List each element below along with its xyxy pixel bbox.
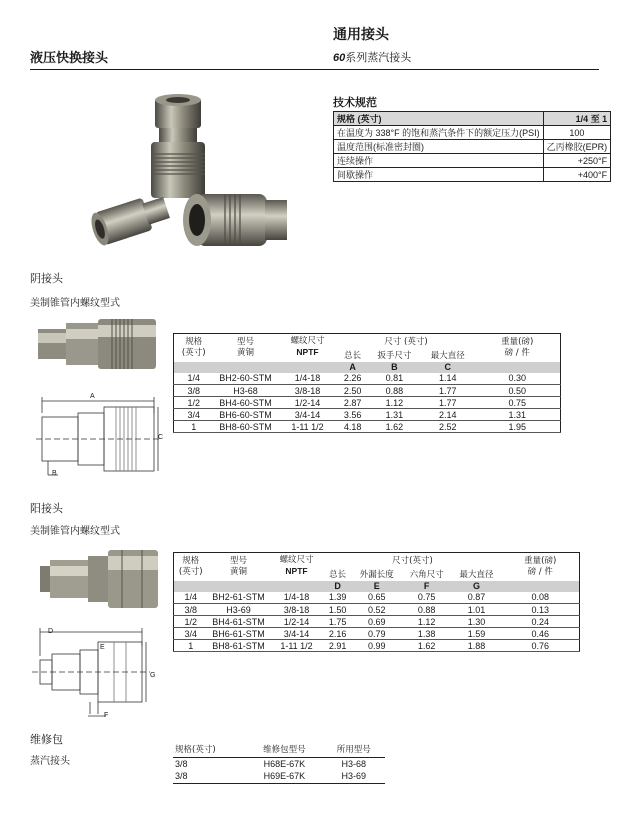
spec-row-label: 温度范围(标准密封圈) [334,140,544,154]
cell: 0.76 [502,640,580,652]
series-subtitle [333,49,411,65]
male-coupling-drawing [30,626,154,722]
cell: 1.39 [324,592,352,604]
cell: 3/4-14 [270,628,324,640]
col-size: 规格 (英寸) [178,555,203,577]
cell: 1.62 [368,421,421,433]
col-weight: 重量(磅) 磅 / 件 [501,336,534,358]
cell: 0.81 [368,373,421,385]
col-exposed: 外漏长度 [359,569,394,580]
cell: 1.38 [402,628,452,640]
cell: 0.69 [352,616,402,628]
cell: 1.75 [324,616,352,628]
spec-row-value: +250°F [543,154,611,168]
col-thread-nptf: NPTF [285,566,308,577]
cell: H68E-67K [263,758,306,769]
cell: 0.30 [475,373,561,385]
col-dims: 尺寸(英寸) [392,555,433,566]
letter-f: F [402,581,452,592]
spec-row [334,168,611,182]
spec-header-row [334,112,611,126]
cell: 1.14 [421,373,474,385]
female-dim-label-a: A [90,393,95,400]
male-dim-label-e: E [100,644,105,651]
spec-row [334,140,611,154]
spec-row-value: +400°F [543,168,611,182]
table-row [174,421,561,433]
cell: BH6-60-STM [214,409,278,421]
table-row [173,770,385,783]
cell: 0.88 [402,604,452,616]
cell: 3/8 [175,758,188,769]
cell: 1.77 [421,397,474,409]
cell: 1/4-18 [270,592,324,604]
cell: 1/2 [174,397,214,409]
cell: 1/2 [174,616,208,628]
cell: 0.75 [475,397,561,409]
female-table [173,333,561,433]
cell: 0.50 [475,385,561,397]
series-number: 60 [333,52,346,64]
repair-table [173,741,385,784]
col-hex: 六角尺寸 [409,569,444,580]
cell: BH8-60-STM [214,421,278,433]
col-maxd: 最大直径 [459,569,494,580]
table-row [174,616,580,628]
letter-d: D [324,581,352,592]
cell: 2.16 [324,628,352,640]
cell: 1 [174,640,208,652]
spec-table [333,111,611,182]
cell: 0.99 [352,640,402,652]
male-subsection: 美制锥管内螺纹型式 [30,526,120,537]
cell: 0.88 [368,385,421,397]
letter-c: C [421,362,474,373]
col-thread [278,334,338,362]
cell: 3/8 [174,385,214,397]
cell: BH6-61-STM [208,628,270,640]
cell: H3-68 [214,385,278,397]
cell: 1.12 [368,397,421,409]
col-size: 规格 (英寸) [181,336,206,358]
cell: 1.31 [368,409,421,421]
cell: 1/4 [174,592,208,604]
cell: 1.88 [452,640,502,652]
cell: 1/2-14 [270,616,324,628]
cell: BH8-61-STM [208,640,270,652]
repair-section-title: 维修包 [30,733,63,746]
cell: 3/8-18 [270,604,324,616]
male-dim-label-d: D [48,628,54,635]
letter-e: E [352,581,402,592]
cell: 0.65 [352,592,402,604]
table-row [174,397,561,409]
table-row [174,409,561,421]
cell: 2.14 [421,409,474,421]
table-row [174,640,580,652]
spec-size-label: 规格 (英寸) [334,112,544,126]
cell: 0.24 [502,616,580,628]
cell: BH4-61-STM [208,616,270,628]
cell: BH2-60-STM [214,373,278,385]
male-section-title: 阳接头 [30,502,63,515]
cell: 3/8 [174,604,208,616]
male-coupling-photo [38,546,162,612]
cell: 1.62 [402,640,452,652]
col-length: 总长 [329,569,347,580]
cell: BH2-61-STM [208,592,270,604]
letter-b: B [368,362,421,373]
col-thread [270,553,324,581]
spec-size-value: 1/4 至 1 [543,112,611,126]
cell: BH4-60-STM [214,397,278,409]
coupling-product-photo [85,92,295,260]
male-dim-label-f: F [104,712,109,719]
spec-row-value: 乙丙橡胶(EPR) [543,140,611,154]
spec-title: 技术规范 [333,96,377,109]
cell: 0.52 [352,604,402,616]
cell: 0.87 [452,592,502,604]
cell: 1 [174,421,214,433]
male-table [173,552,580,652]
female-section-title: 阴接头 [30,272,63,285]
spec-row-label: 间歇操作 [334,168,544,182]
letter-a: A [338,362,368,373]
spec-row [334,126,611,140]
cell: 1-11 1/2 [270,640,324,652]
cell: 1.95 [475,421,561,433]
table-row [174,592,580,604]
cell: 2.50 [338,385,368,397]
cell: 1/2-14 [278,397,338,409]
male-dim-label-g: G [150,672,156,679]
cell: H3-69 [323,770,385,783]
table-row [173,757,385,770]
spec-row-value: 100 [543,126,611,140]
cell: 0.08 [502,592,580,604]
col-thread-label: 螺纹尺寸 [290,336,325,347]
cell: 1.31 [475,409,561,421]
female-coupling-photo [36,315,158,373]
letter-g: G [452,581,502,592]
col-model: 型号 黄铜 [236,336,254,358]
female-dim-label-c: C [158,434,164,441]
female-subsection: 美制锥管内螺纹型式 [30,298,120,309]
repair-subsection: 蒸汽接头 [30,756,70,767]
cell: 2.87 [338,397,368,409]
col-thread-nptf: NPTF [296,347,319,358]
cell: 2.52 [421,421,474,433]
cell: 3/4 [174,628,208,640]
page-title-left: 液压快换接头 [30,51,109,66]
cell: 1.50 [324,604,352,616]
table-row [174,628,580,640]
cell: 1.12 [402,616,452,628]
col-thread-label: 螺纹尺寸 [279,555,314,566]
col-size: 规格(英寸) [173,741,246,757]
cell: 1-11 1/2 [278,421,338,433]
cell: 2.91 [324,640,352,652]
table-row [174,385,561,397]
series-label: 系列蒸汽接头 [345,51,412,64]
cell: 4.18 [338,421,368,433]
cell: 1.77 [421,385,474,397]
cell: 0.75 [402,592,452,604]
cell: 3/8 [173,770,246,783]
cell: 1/4-18 [278,373,338,385]
cell: 1/4 [174,373,214,385]
cell: H3-69 [208,604,270,616]
col-maxd: 最大直径 [430,350,465,361]
spec-row-label: 在温度为 338°F 的饱和蒸汽条件下的额定压力(PSI) [334,126,544,140]
col-kit: 维修包型号 [246,741,322,757]
page-title-right: 通用接头 [333,27,389,43]
cell: 3.56 [338,409,368,421]
table-row [174,604,580,616]
cell: 3/8-18 [278,385,338,397]
cell: 1.59 [452,628,502,640]
cell: H3-68 [341,758,367,769]
spec-row-label: 连续操作 [334,154,544,168]
col-dims: 尺寸 (英寸) [384,336,428,347]
cell: 3/4-14 [278,409,338,421]
cell: 0.13 [502,604,580,616]
col-weight: 重量(磅) 磅 / 件 [524,555,557,577]
cell: 0.46 [502,628,580,640]
cell: 3/4 [174,409,214,421]
col-used-model: 所用型号 [323,741,385,757]
col-model: 型号 黄铜 [229,555,247,577]
cell: 0.79 [352,628,402,640]
table-row [174,373,561,385]
cell: 1.01 [452,604,502,616]
female-dim-label-b: B [52,470,57,477]
cell: 1.30 [452,616,502,628]
cell: H69E-67K [246,770,322,783]
col-wrench: 扳手尺寸 [377,350,412,361]
cell: 2.26 [338,373,368,385]
header-rule [30,69,599,70]
col-length: 总长 [344,350,362,361]
spec-row [334,154,611,168]
